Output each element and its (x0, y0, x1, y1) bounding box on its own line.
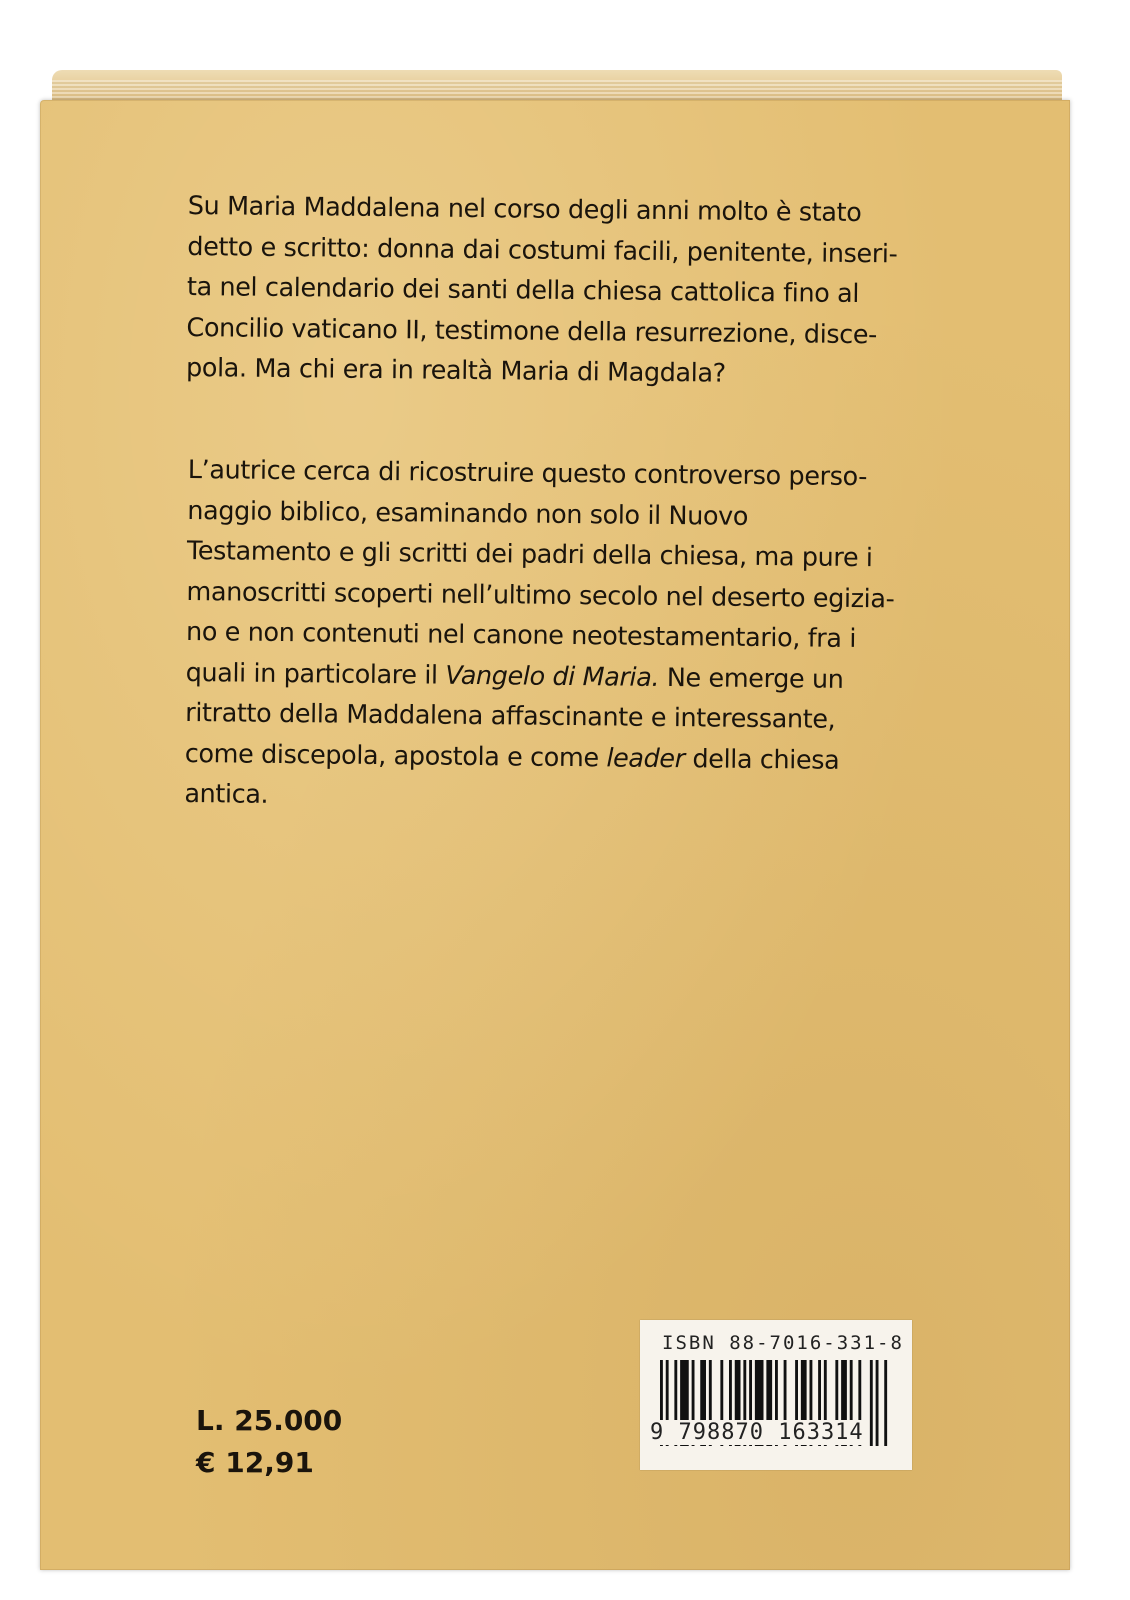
blurb-line-part: della chiesa (684, 743, 840, 776)
blurb-line: naggio biblico, esaminando non solo il Nuovo (187, 495, 749, 532)
blurb-line: Concilio vaticano II, testimone della resurrezione, disce- (186, 312, 878, 350)
blurb-line: detto e scritto: donna dai costumi facili, penitente, inseri- (187, 231, 898, 269)
blurb-line-part: quali in particolare il (185, 657, 446, 691)
barcode-bar (884, 1360, 887, 1446)
barcode-bar (870, 1360, 873, 1446)
price-block (196, 1400, 342, 1484)
blurb-line: Testamento e gli scritti dei padri della chiesa, ma pure i (186, 535, 873, 574)
blurb-line: Su Maria Maddalena nel corso degli anni molto è stato (187, 190, 862, 229)
barcode-number: 9 798870 163314 (650, 1420, 864, 1445)
book-title-reference: Vangelo di Maria. (445, 660, 660, 693)
price-euro: € 12,91 (196, 1446, 314, 1479)
isbn-text: ISBN 88-7016-331-8 (662, 1332, 904, 1354)
blurb-line: no e non contenuti nel canone neotestamentario, fra i (185, 616, 857, 655)
blurb-paragraph-1 (186, 186, 908, 396)
barcode-bar (876, 1360, 879, 1446)
blurb-line-part: Ne emerge un (658, 662, 844, 695)
blurb-line: ritratto della Maddalena affascinante e interessante, (185, 697, 836, 735)
price-lire: L. 25.000 (196, 1404, 343, 1437)
blurb-line: ta nel calendario dei santi della chiesa cattolica fino al (186, 271, 860, 310)
blurb-line: L’autrice cerca di ricostruire questo controverso perso- (187, 454, 868, 493)
barcode-label (640, 1320, 912, 1470)
blurb-line-part: come discepola, apostola e come (184, 738, 607, 773)
blurb-line: pola. Ma chi era in realtà Maria di Magdala? (185, 352, 726, 389)
blurb-line: antica. (184, 778, 269, 810)
emphasized-term: leader (606, 742, 685, 774)
blurb-paragraph-2 (184, 450, 908, 822)
blurb-line: manoscritti scoperti nell’ultimo secolo nel deserto egizia- (186, 576, 895, 614)
